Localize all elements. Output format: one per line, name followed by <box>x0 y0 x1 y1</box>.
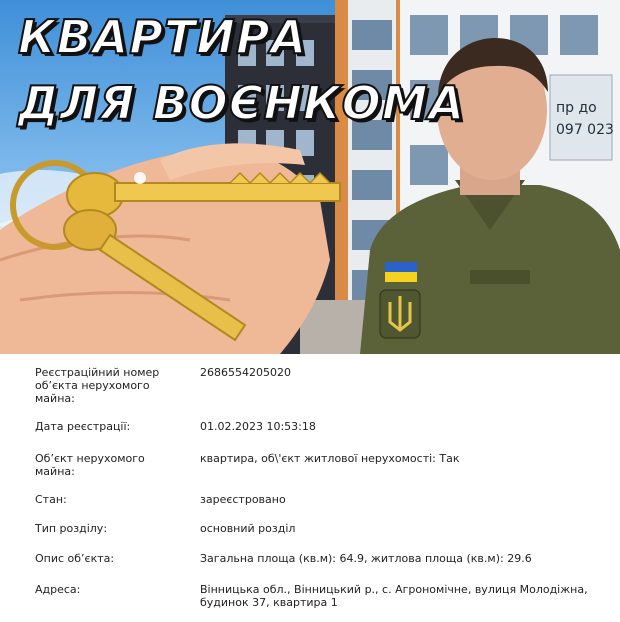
storefront-sign-line1: пр до <box>556 100 597 116</box>
registry-label: Адреса: <box>35 583 81 596</box>
headline-line2: ДЛЯ ВОЄНКОМА <box>18 76 466 130</box>
registry-label: Опис об’єкта: <box>35 552 115 565</box>
registry-label: Стан: <box>35 493 67 506</box>
registry-value: 01.02.2023 10:53:18 <box>200 420 316 433</box>
registry-label: Тип розділу: <box>35 522 108 535</box>
registry-label: Дата реєстрації: <box>35 420 131 433</box>
registry-value: зареєстровано <box>200 493 286 506</box>
registry-label: Реєстраційний номер об’єкта нерухомого майна: <box>35 366 160 405</box>
registry-value: основний розділ <box>200 522 296 535</box>
storefront-sign-line2: 097 023 <box>556 122 614 138</box>
registry-value: Вінницька обл., Вінницький р., с. Агрономічне, вулиця Молодіжна, будинок 37, квартира 1 <box>200 583 588 609</box>
property-registry-extract <box>0 354 620 622</box>
registry-label: Об’єкт нерухомого майна: <box>35 452 145 478</box>
registry-value: 2686554205020 <box>200 366 291 379</box>
headline-line1: КВАРТИРА <box>18 10 308 64</box>
registry-value: квартира, об\'єкт житлової нерухомості: Так <box>200 452 460 465</box>
registry-value: Загальна площа (кв.м): 64.9, житлова площа (кв.м): 29.6 <box>200 552 532 565</box>
